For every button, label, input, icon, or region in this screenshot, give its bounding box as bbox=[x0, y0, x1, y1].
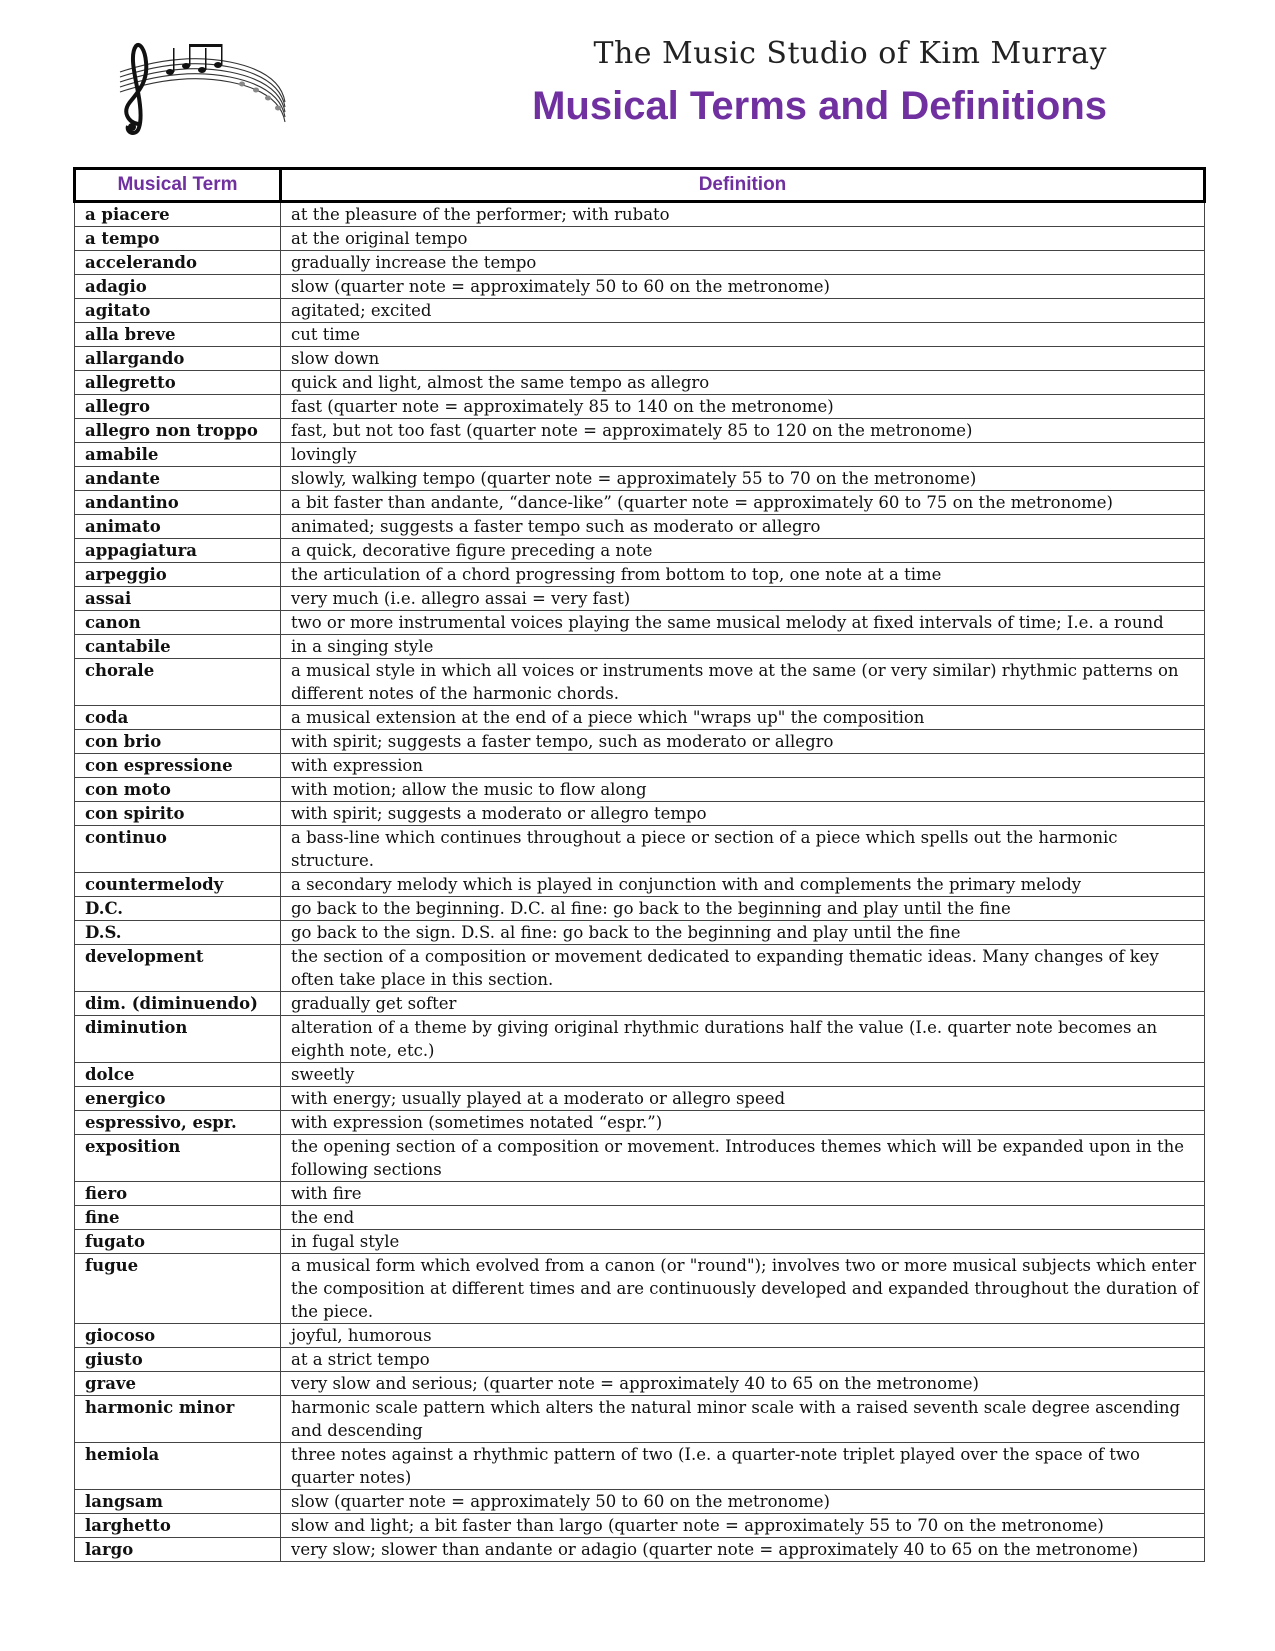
term-cell: langsam bbox=[75, 1490, 281, 1514]
definition-cell: go back to the beginning. D.C. al fine: go back to the beginning and play until the fine bbox=[281, 897, 1205, 921]
table-row bbox=[75, 227, 1205, 251]
table-row bbox=[75, 443, 1205, 467]
table-header-row bbox=[75, 169, 1205, 202]
term-cell: agitato bbox=[75, 299, 281, 323]
definition-cell: with fire bbox=[281, 1182, 1205, 1206]
term-cell: coda bbox=[75, 706, 281, 730]
definition-cell: at the original tempo bbox=[281, 227, 1205, 251]
definition-cell: go back to the sign. D.S. al fine: go back to the beginning and play until the fine bbox=[281, 921, 1205, 945]
table-row bbox=[75, 1182, 1205, 1206]
term-cell: dolce bbox=[75, 1063, 281, 1087]
term-cell: development bbox=[75, 945, 281, 992]
term-cell: energico bbox=[75, 1087, 281, 1111]
definition-cell: a bass-line which continues throughout a piece or section of a piece which spells out the harmonic structure. bbox=[281, 826, 1205, 873]
term-cell: diminution bbox=[75, 1016, 281, 1063]
term-cell: a piacere bbox=[75, 202, 281, 227]
term-cell: allegretto bbox=[75, 371, 281, 395]
definition-cell: slow and light; a bit faster than largo (quarter note = approximately 55 to 70 on the metronome) bbox=[281, 1514, 1205, 1538]
table-row bbox=[75, 730, 1205, 754]
definition-cell: at the pleasure of the performer; with rubato bbox=[281, 202, 1205, 227]
definition-cell: at a strict tempo bbox=[281, 1348, 1205, 1372]
definition-cell: slow (quarter note = approximately 50 to 60 on the metronome) bbox=[281, 1490, 1205, 1514]
term-cell: assai bbox=[75, 587, 281, 611]
term-cell: adagio bbox=[75, 275, 281, 299]
term-cell: dim. (diminuendo) bbox=[75, 992, 281, 1016]
term-cell: fine bbox=[75, 1206, 281, 1230]
definition-cell: with expression (sometimes notated “espr.”) bbox=[281, 1111, 1205, 1135]
table-row bbox=[75, 802, 1205, 826]
definition-cell: animated; suggests a faster tempo such as moderato or allegro bbox=[281, 515, 1205, 539]
table-row bbox=[75, 945, 1205, 992]
term-cell: exposition bbox=[75, 1135, 281, 1182]
definition-cell: with motion; allow the music to flow along bbox=[281, 778, 1205, 802]
table-row bbox=[75, 1538, 1205, 1562]
page-title: Musical Terms and Definitions bbox=[532, 84, 1107, 128]
table-row bbox=[75, 467, 1205, 491]
definition-cell: with expression bbox=[281, 754, 1205, 778]
table-row bbox=[75, 515, 1205, 539]
table-row bbox=[75, 1324, 1205, 1348]
definition-cell: the articulation of a chord progressing from bottom to top, one note at a time bbox=[281, 563, 1205, 587]
definition-cell: slow down bbox=[281, 347, 1205, 371]
term-cell: larghetto bbox=[75, 1514, 281, 1538]
term-cell: continuo bbox=[75, 826, 281, 873]
definition-cell: with spirit; suggests a faster tempo, such as moderato or allegro bbox=[281, 730, 1205, 754]
table-row bbox=[75, 202, 1205, 227]
table-row bbox=[75, 491, 1205, 515]
definition-cell: a musical form which evolved from a canon (or "round"); involves two or more musical subjects which enter the composition at different times and are continuously developed and expanded throughout the duration of the piece. bbox=[281, 1254, 1205, 1324]
definition-cell: a secondary melody which is played in conjunction with and complements the primary melody bbox=[281, 873, 1205, 897]
term-cell: fugue bbox=[75, 1254, 281, 1324]
definition-cell: a quick, decorative figure preceding a note bbox=[281, 539, 1205, 563]
table-row bbox=[75, 539, 1205, 563]
table-row bbox=[75, 1111, 1205, 1135]
definition-cell: with energy; usually played at a moderato or allegro speed bbox=[281, 1087, 1205, 1111]
table-row bbox=[75, 347, 1205, 371]
table-row bbox=[75, 275, 1205, 299]
definition-cell: very much (i.e. allegro assai = very fast) bbox=[281, 587, 1205, 611]
term-cell: con moto bbox=[75, 778, 281, 802]
term-cell: animato bbox=[75, 515, 281, 539]
table-row bbox=[75, 419, 1205, 443]
term-cell: arpeggio bbox=[75, 563, 281, 587]
table-row bbox=[75, 251, 1205, 275]
definition-cell: a musical extension at the end of a piece which "wraps up" the composition bbox=[281, 706, 1205, 730]
term-cell: harmonic minor bbox=[75, 1396, 281, 1443]
definition-cell: gradually get softer bbox=[281, 992, 1205, 1016]
definition-cell: the end bbox=[281, 1206, 1205, 1230]
definition-cell: harmonic scale pattern which alters the natural minor scale with a raised seventh scale degree ascending and descending bbox=[281, 1396, 1205, 1443]
definition-cell: fast (quarter note = approximately 85 to 140 on the metronome) bbox=[281, 395, 1205, 419]
definition-cell: joyful, humorous bbox=[281, 1324, 1205, 1348]
term-cell: con spirito bbox=[75, 802, 281, 826]
definition-cell: alteration of a theme by giving original rhythmic durations half the value (I.e. quarter note becomes an eighth note, etc.) bbox=[281, 1016, 1205, 1063]
studio-name: The Music Studio of Kim Murray bbox=[593, 36, 1107, 71]
definition-cell: with spirit; suggests a moderato or allegro tempo bbox=[281, 802, 1205, 826]
table-row bbox=[75, 1087, 1205, 1111]
table-row bbox=[75, 323, 1205, 347]
term-cell: canon bbox=[75, 611, 281, 635]
table-row bbox=[75, 1348, 1205, 1372]
definition-cell: very slow and serious; (quarter note = approximately 40 to 65 on the metronome) bbox=[281, 1372, 1205, 1396]
term-cell: con espressione bbox=[75, 754, 281, 778]
term-cell: largo bbox=[75, 1538, 281, 1562]
table-row bbox=[75, 395, 1205, 419]
definition-cell: two or more instrumental voices playing the same musical melody at fixed intervals of time; I.e. a round bbox=[281, 611, 1205, 635]
definition-cell: gradually increase the tempo bbox=[281, 251, 1205, 275]
table-row bbox=[75, 1372, 1205, 1396]
term-cell: fugato bbox=[75, 1230, 281, 1254]
table-row bbox=[75, 299, 1205, 323]
term-cell: andante bbox=[75, 467, 281, 491]
term-cell: amabile bbox=[75, 443, 281, 467]
term-cell: appagiatura bbox=[75, 539, 281, 563]
table-row bbox=[75, 1206, 1205, 1230]
term-cell: con brio bbox=[75, 730, 281, 754]
definition-cell: fast, but not too fast (quarter note = approximately 85 to 120 on the metronome) bbox=[281, 419, 1205, 443]
table-row bbox=[75, 754, 1205, 778]
definition-cell: quick and light, almost the same tempo as allegro bbox=[281, 371, 1205, 395]
definition-cell: in fugal style bbox=[281, 1230, 1205, 1254]
definition-cell: cut time bbox=[281, 323, 1205, 347]
term-cell: countermelody bbox=[75, 873, 281, 897]
definition-cell: a bit faster than andante, “dance-like” (quarter note = approximately 60 to 75 on the metronome) bbox=[281, 491, 1205, 515]
definition-cell: very slow; slower than andante or adagio (quarter note = approximately 40 to 65 on the metronome) bbox=[281, 1538, 1205, 1562]
table-row bbox=[75, 1514, 1205, 1538]
table-row bbox=[75, 371, 1205, 395]
definition-cell: in a singing style bbox=[281, 635, 1205, 659]
term-cell: alla breve bbox=[75, 323, 281, 347]
table-row bbox=[75, 659, 1205, 706]
term-cell: grave bbox=[75, 1372, 281, 1396]
table-row bbox=[75, 1230, 1205, 1254]
term-cell: allegro bbox=[75, 395, 281, 419]
term-cell: cantabile bbox=[75, 635, 281, 659]
term-cell: allargando bbox=[75, 347, 281, 371]
definition-cell: the opening section of a composition or movement. Introduces themes which will be expanded upon in the following sections bbox=[281, 1135, 1205, 1182]
table-row bbox=[75, 921, 1205, 945]
term-cell: a tempo bbox=[75, 227, 281, 251]
term-cell: fiero bbox=[75, 1182, 281, 1206]
treble-clef-logo-icon bbox=[110, 32, 290, 136]
column-header-term: Musical Term bbox=[75, 169, 281, 202]
definition-cell: agitated; excited bbox=[281, 299, 1205, 323]
terms-table bbox=[73, 167, 1206, 1562]
table-row bbox=[75, 1396, 1205, 1443]
term-cell: giusto bbox=[75, 1348, 281, 1372]
table-row bbox=[75, 1254, 1205, 1324]
table-row bbox=[75, 587, 1205, 611]
definition-cell: slowly, walking tempo (quarter note = approximately 55 to 70 on the metronome) bbox=[281, 467, 1205, 491]
table-row bbox=[75, 873, 1205, 897]
table-body bbox=[75, 202, 1205, 1562]
term-cell: allegro non troppo bbox=[75, 419, 281, 443]
table-row bbox=[75, 1063, 1205, 1087]
definition-cell: lovingly bbox=[281, 443, 1205, 467]
term-cell: D.C. bbox=[75, 897, 281, 921]
table-row bbox=[75, 635, 1205, 659]
table-row bbox=[75, 1016, 1205, 1063]
table-row bbox=[75, 706, 1205, 730]
column-header-definition: Definition bbox=[281, 169, 1205, 202]
table-row bbox=[75, 1490, 1205, 1514]
table-row bbox=[75, 778, 1205, 802]
term-cell: accelerando bbox=[75, 251, 281, 275]
term-cell: espressivo, espr. bbox=[75, 1111, 281, 1135]
definition-cell: three notes against a rhythmic pattern of two (I.e. a quarter-note triplet played over the space of two quarter notes) bbox=[281, 1443, 1205, 1490]
definition-cell: sweetly bbox=[281, 1063, 1205, 1087]
table-row bbox=[75, 1443, 1205, 1490]
definition-cell: the section of a composition or movement dedicated to expanding thematic ideas. Many changes of key often take place in this section. bbox=[281, 945, 1205, 992]
term-cell: hemiola bbox=[75, 1443, 281, 1490]
table-row bbox=[75, 1135, 1205, 1182]
table-row bbox=[75, 826, 1205, 873]
definition-cell: a musical style in which all voices or instruments move at the same (or very similar) rhythmic patterns on different notes of the harmonic chords. bbox=[281, 659, 1205, 706]
table-row bbox=[75, 563, 1205, 587]
term-cell: andantino bbox=[75, 491, 281, 515]
table-row bbox=[75, 897, 1205, 921]
term-cell: chorale bbox=[75, 659, 281, 706]
definition-cell: slow (quarter note = approximately 50 to 60 on the metronome) bbox=[281, 275, 1205, 299]
table-row bbox=[75, 611, 1205, 635]
table-row bbox=[75, 992, 1205, 1016]
term-cell: D.S. bbox=[75, 921, 281, 945]
term-cell: giocoso bbox=[75, 1324, 281, 1348]
